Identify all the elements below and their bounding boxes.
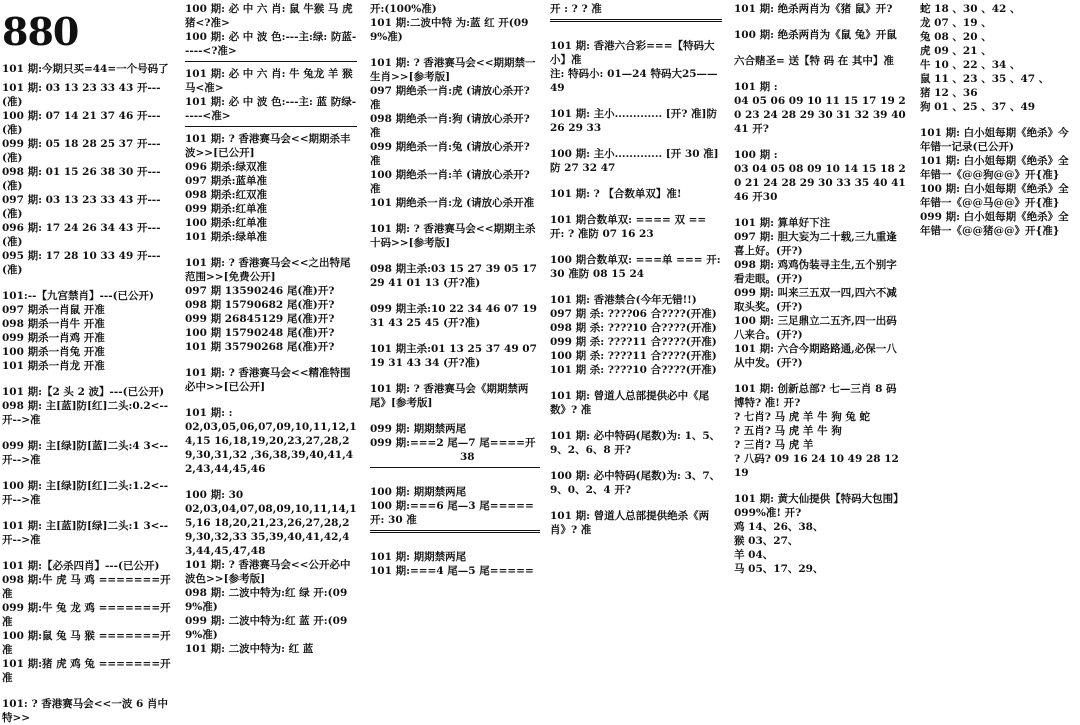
list-item: 099 期 26845129 尾(准)开? xyxy=(185,313,335,325)
list-item: 097 期 杀: ????06 合????(开准) xyxy=(550,308,717,320)
kill-title: 101 期:【必杀四肖】---(已公开) xyxy=(2,560,160,572)
zodiac-item: 蛇 18 、30 、42 、 xyxy=(920,3,1021,15)
draw-item: 097 期: 03 13 23 33 43 开---(准) xyxy=(2,194,161,220)
range-numbers: 02,03,04,07,08,09,10,11,14,15,16 18,20,21,23,26,27,28,29,30,32,33 35,39,40,41,42,43,44,45,47,48 xyxy=(185,503,357,557)
list-item: 101 期 杀: ????10 合????(开准) xyxy=(550,364,717,376)
divider xyxy=(370,530,540,533)
list-item: 101 期绝杀一肖:龙 (请放心杀开准 xyxy=(370,197,535,209)
list-item: 097 期: 胆大妄为二十载,三九重逢喜上好。(开?) xyxy=(734,231,897,257)
list-item: 101 期 35790268 尾(准)开? xyxy=(185,341,335,353)
list-item: 开: 30 准 xyxy=(370,514,417,526)
list-item: 098 期: 二波中特为:红 绿 开:(099%准) xyxy=(185,587,348,613)
list-item: ? 五肖? 马 虎 羊 牛 狗 xyxy=(734,425,842,437)
range-label: 100 期: 30 xyxy=(185,489,244,501)
list-item: 100 期: 三足鼎立二五齐,四一出码八来合。(开?) xyxy=(734,315,897,341)
list-item: 097 期 13590246 尾(准)开? xyxy=(185,285,335,297)
section-title: 101 期: ? 香港赛马会《期期禁两尾》[参考版] xyxy=(370,383,529,409)
list-item: 猴 03、27、 xyxy=(734,535,799,547)
list-item: 100 期杀:红单准 xyxy=(185,217,267,229)
column-5 xyxy=(732,0,910,708)
list-item: 099 期绝杀一肖:兔 (请放心杀开? 准 xyxy=(370,141,534,167)
list-item: 开:(100%准) xyxy=(370,3,437,15)
twohead-item: 098 期: 主[蓝]防[红]二头:0.2<--开-->准 xyxy=(2,400,169,426)
kill-item: 098 期:牛 虎 马 鸡 =======开准 xyxy=(2,574,171,600)
twohead-item: 100 期: 主[绿]防[红]二头:1.2<--开-->准 xyxy=(2,480,169,506)
section-title: 101 期: 黄大仙提供【特码大包围】099%准! 开? xyxy=(734,493,904,519)
column-1 xyxy=(0,0,180,724)
list-item: 099 期主杀:10 22 34 46 07 19 31 43 25 45 (开?准) xyxy=(370,303,541,329)
list-item: 098 期主杀:03 15 27 39 05 17 29 41 01 13 (开?准) xyxy=(370,263,541,289)
list-item: 101 期: 期期禁两尾 xyxy=(370,551,467,563)
list-item: 097 期绝杀一肖:虎 (请放心杀开? 准 xyxy=(370,85,534,111)
twohead-title: 101 期:【2 头 2 波】---(已公开) xyxy=(2,386,165,398)
palace-item: 100 期杀一肖兔 开准 xyxy=(2,346,105,358)
range-numbers: 02,03,05,06,07,09,10,11,12,14,15 16,18,19,20,23,27,28,29,30,31,32 ,36,38,39,40,41,42,43,44,45,46 xyxy=(185,421,357,475)
divider xyxy=(370,467,540,468)
twohead-item: 101 期: 主[蓝]防[绿]二头:1 3<--开-->准 xyxy=(2,520,169,546)
section-title: 101 期: ? 香港赛马会<<精准特围必中>>[已公开] xyxy=(185,367,351,393)
intro-line: 101 期:今期只买=44=一个号码了 xyxy=(2,63,169,75)
list-item: 羊 04、 xyxy=(734,549,774,561)
list-item: 101 期: 必中特码(尾数)为: 1、5、9、2、6、8 开? xyxy=(550,430,721,456)
site-logo: 880 xyxy=(2,9,79,54)
zodiac-item: 龙 07 、19 、 xyxy=(920,17,992,29)
list-item: 099 期: 白小姐每期《绝杀》全年错一《@@猪@@》开{准} xyxy=(920,211,1069,237)
palace-item: 098 期杀一肖牛 开准 xyxy=(2,318,105,330)
list-item: 100 期 15790248 尾(准)开? xyxy=(185,327,335,339)
draw-item: 100 期: 07 14 21 37 46 开---(准) xyxy=(2,110,161,136)
section-title: 101 期: ? 香港赛马会<<期期杀丰波>>[已公开] xyxy=(185,133,351,159)
kill-item: 099 期:牛 兔 龙 鸡 =======开准 xyxy=(2,602,171,628)
range-numbers: 03 04 05 08 09 10 14 15 18 20 21 24 28 29 30 33 35 40 41 46 开30 xyxy=(734,163,910,203)
zodiac-item: 兔 08 、20 、 xyxy=(920,31,992,43)
list-item: 101 期主杀:01 13 25 37 49 07 19 31 43 34 (开?准) xyxy=(370,343,541,369)
list-item: 鸡 14、26、38、 xyxy=(734,521,824,533)
column-3 xyxy=(368,0,544,708)
list-item: 099 期 杀: ????11 合????(开准) xyxy=(550,336,717,348)
list-item: 100 期: 必中特码(尾数)为: 3、7、9、0、2、4 开? xyxy=(550,470,721,496)
list-item: 马 05、17、29、 xyxy=(734,563,824,575)
section-title: 101 期: 白小姐每期《绝杀》今年错一记录(已公开) xyxy=(920,127,1069,153)
list-item: 099 期: 二波中特为:红 蓝 开:(099%准) xyxy=(185,615,348,641)
list-item: 100 期绝杀一肖:羊 (请放心杀开? 准 xyxy=(370,169,534,195)
list-item: 38 xyxy=(460,451,475,463)
list-item: ? 七肖? 马 虎 羊 牛 狗 兔 蛇 xyxy=(734,411,871,423)
section-title: 101 期: 算单好下注 xyxy=(734,217,831,229)
draw-item: 101 期: 03 13 23 33 43 开---(准) xyxy=(2,82,161,108)
list-item: 101 期:===4 尾—5 尾===== xyxy=(370,565,534,577)
zodiac-item: 猪 12 、36 xyxy=(920,87,978,99)
section-title: 101 期: ? 香港赛马会<<之出特尾范围>>[免费公开] xyxy=(185,257,351,283)
list-item: 098 期 杀: ????10 合????(开准) xyxy=(550,322,717,334)
palace-item: 099 期杀一肖鸡 开准 xyxy=(2,332,105,344)
range-label: 101 期 : xyxy=(734,81,778,93)
list-item: 101 期: 二波中特为: 红 蓝 xyxy=(185,643,314,655)
six-zodiac-line: 100 期: 必 中 六 肖: 鼠 牛猴 马 虎 猪<?准> xyxy=(185,3,357,29)
wave-color-line: 101 期: 必 中 波 色:---主: 蓝 防绿-----<准> xyxy=(185,96,357,122)
list-item: 100 期 杀: ????11 合????(开准) xyxy=(550,350,717,362)
divider xyxy=(550,19,722,22)
section-title: 101 期: 曾道人总部提供必中《尾数》? 准 xyxy=(550,390,710,416)
list-item: 101 期: 白小姐每期《绝杀》全年错一《@@狗@@》开{准} xyxy=(920,155,1069,181)
palace-title: 101:--【九宫禁肖】---(已公开) xyxy=(2,290,155,302)
list-item: 101 期合数单双: ==== 双 == 开: ? 准防 07 16 23 xyxy=(550,214,710,240)
palace-item: 101 期杀一肖龙 开准 xyxy=(2,360,105,372)
list-item: 100 期: 白小姐每期《绝杀》全年错一《@@马@@》开{准} xyxy=(920,183,1069,209)
list-item: 注: 特码小: 01—24 特码大25——49 xyxy=(550,68,718,94)
section-title: 101 期: ? 香港赛马会<<期期主杀十码>>[参考版] xyxy=(370,223,536,249)
list-item: 099 期:===2 尾—7 尾====开 xyxy=(370,437,536,449)
list-item: 100 期: 期期禁两尾 xyxy=(370,486,467,498)
range-label: 101 期: : xyxy=(185,407,233,419)
palace-item: 097 期杀一肖鼠 开准 xyxy=(2,304,105,316)
wave-color-line: 100 期: 必 中 波 色:---主:绿: 防蓝-----<?准> xyxy=(185,31,357,57)
divider xyxy=(185,61,357,62)
column-2 xyxy=(183,0,361,708)
last-line: 101: ? 香港赛马会<<一波 6 肖中特>> xyxy=(2,698,168,724)
list-item: 098 期绝杀一肖:狗 (请放心杀开? 准 xyxy=(370,113,534,139)
list-item: 100 期:===6 尾—3 尾===== xyxy=(370,500,534,512)
zodiac-item: 牛 10 、22 、34 、 xyxy=(920,59,1021,71)
list-item: ? 三肖? 马 虎 羊 xyxy=(734,439,814,451)
range-numbers: 04 05 06 09 10 11 15 17 19 20 23 24 28 29 30 31 32 39 40 41 开? xyxy=(734,95,910,135)
list-item: 099 期杀:红单准 xyxy=(185,203,267,215)
zodiac-item: 鼠 11 、23 、35 、47 、 xyxy=(920,73,1050,85)
section-title: 101 期: 香港六合彩===【特码大小】准 xyxy=(550,40,715,66)
section-title: 101 期: ? 【合数单双】准! xyxy=(550,188,682,200)
divider xyxy=(185,126,357,127)
list-item: 097 期杀:蓝单准 xyxy=(185,175,267,187)
list-item: 开 : ? ? 准 xyxy=(550,3,602,15)
kill-item: 101 期:猪 虎 鸡 兔 =======开准 xyxy=(2,658,171,684)
list-item: 101 期: 绝杀两肖为《猪 鼠》开? xyxy=(734,3,893,15)
list-item: 101 期杀:绿单准 xyxy=(185,231,267,243)
list-item: 099 期: 期期禁两尾 xyxy=(370,423,467,435)
draw-item: 099 期: 05 18 28 25 37 开---(准) xyxy=(2,138,161,164)
list-item: 098 期杀:红双准 xyxy=(185,189,267,201)
list-item: 098 期 15790682 尾(准)开? xyxy=(185,299,335,311)
draw-item: 096 期: 17 24 26 34 43 开---(准) xyxy=(2,222,161,248)
list-item: 100 期: 主小............. [开 30 准] 防 27 32 47 xyxy=(550,148,723,174)
list-item: 096 期杀:绿双准 xyxy=(185,161,267,173)
section-title: 101 期: 曾道人总部提供绝杀《两肖》? 准 xyxy=(550,510,710,536)
zodiac-item: 狗 01 、25 、37 、49 xyxy=(920,101,1036,113)
draw-item: 095 期: 17 28 10 33 49 开---(准) xyxy=(2,250,161,276)
list-item: 101 期: 主小............. [开? 准]防 26 29 33 xyxy=(550,108,721,134)
draw-item: 098 期: 01 15 26 38 30 开---(准) xyxy=(2,166,161,192)
twohead-item: 099 期: 主[绿]防[蓝]二头:4 3<--开-->准 xyxy=(2,440,169,466)
list-item: 100 期合数单双: ===单 === 开: 30 准防 08 15 24 xyxy=(550,254,725,280)
list-item: 101 期: 六合今期路路通,必保一八从中发。(开?) xyxy=(734,343,897,369)
section-title: 101 期: ? 香港赛马会<<公开必中波色>>[参考版] xyxy=(185,559,351,585)
section-title: 101 期: 香港禁合(今年无错!!) xyxy=(550,294,697,306)
list-item: ? 八码? 09 16 24 10 49 28 12 19 xyxy=(734,453,903,479)
section-title: 六合赌圣= 送【特 码 在 其中】准 xyxy=(734,55,894,67)
column-4 xyxy=(548,0,726,708)
draw-list xyxy=(2,81,176,277)
list-item: 101 期: 创新总部? 七—三肖 8 码博特? 准! 开? xyxy=(734,383,897,409)
list-item: 100 期: 绝杀两肖为《鼠 兔》开鼠 xyxy=(734,29,897,41)
six-zodiac-line: 101 期: 必 中 六 肖: 牛 兔龙 羊 猴 马<准> xyxy=(185,68,357,94)
list-item: 101 期:二波中特 为:蓝 红 开(099%准) xyxy=(370,17,529,43)
kill-item: 100 期:鼠 兔 马 猴 =======开准 xyxy=(2,630,171,656)
column-6 xyxy=(918,0,1080,708)
range-label: 100 期 : xyxy=(734,149,778,161)
section-title: 101 期: ? 香港赛马会<<期期禁一生肖>>[参考版] xyxy=(370,57,536,83)
list-item: 099 期: 叫来三五双一四,四六不减取头奖。(开?) xyxy=(734,287,897,313)
zodiac-item: 虎 09 、21 、 xyxy=(920,45,992,57)
list-item: 098 期: 鸡鸡伪装寻主生,五个别字看走眼。(开?) xyxy=(734,259,897,285)
